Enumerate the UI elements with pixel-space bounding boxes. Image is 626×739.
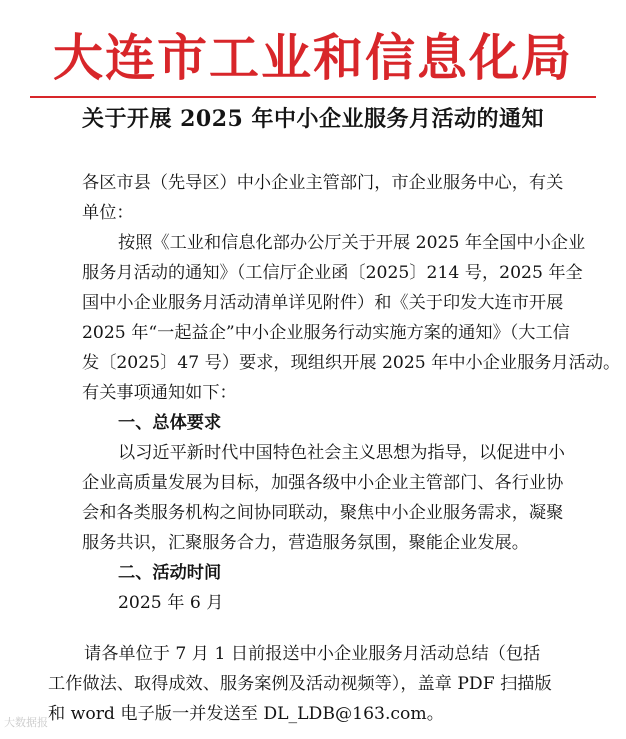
paragraph-line: 服务共识，汇聚服务合力，营造服务氛围，聚能企业发展。 xyxy=(82,533,529,553)
section-heading-overall-requirements: 一、总体要求 xyxy=(118,413,222,433)
addressee-line: 单位： xyxy=(82,203,134,223)
paragraph-line: 服务月活动的通知》（工信厅企业函〔2025〕214 号，2025 年全 xyxy=(82,263,583,283)
section-heading-activity-time: 二、活动时间 xyxy=(118,563,222,583)
paragraph-line: 企业高质量发展为目标，加强各级中小企业主管部门、各行业协 xyxy=(82,473,564,493)
header-red-rule xyxy=(30,96,596,98)
organization-header: 大连市工业和信息化局 xyxy=(53,28,573,87)
paragraph-line: 2025 年“一起益企”中小企业服务行动实施方案的通知》（大工信 xyxy=(82,323,570,343)
addressee-line: 各区市县（先导区）中小企业主管部门，市企业服务中心，有关 xyxy=(82,173,564,193)
watermark: 大数据报 xyxy=(4,716,48,729)
paragraph-line: 工作做法、取得成效、服务案例及活动视频等），盖章 PDF 扫描版 xyxy=(48,674,552,694)
paragraph-line: 以习近平新时代中国特色社会主义思想为指导，以促进中小 xyxy=(118,443,565,463)
activity-date: 2025 年 6 月 xyxy=(118,593,224,613)
paragraph-line: 发〔2025〕47 号）要求，现组织开展 2025 年中小企业服务月活动。 xyxy=(82,353,621,373)
paragraph-line: 和 word 电子版一并发送至 DL_LDB@163.com。 xyxy=(48,704,444,724)
paragraph-line: 按照《工业和信息化部办公厅关于开展 2025 年全国中小企业 xyxy=(118,233,586,253)
paragraph-line: 请各单位于 7 月 1 日前报送中小企业服务月活动总结（包括 xyxy=(84,644,541,664)
document-title: 关于开展 2025 年中小企业服务月活动的通知 xyxy=(81,106,545,132)
paragraph-line: 国中小企业服务月活动清单详见附件）和《关于印发大连市开展 xyxy=(82,293,564,313)
paragraph-line: 会和各类服务机构之间协同联动，聚焦中小企业服务需求，凝聚 xyxy=(82,503,564,523)
paragraph-line: 有关事项通知如下： xyxy=(82,383,237,403)
